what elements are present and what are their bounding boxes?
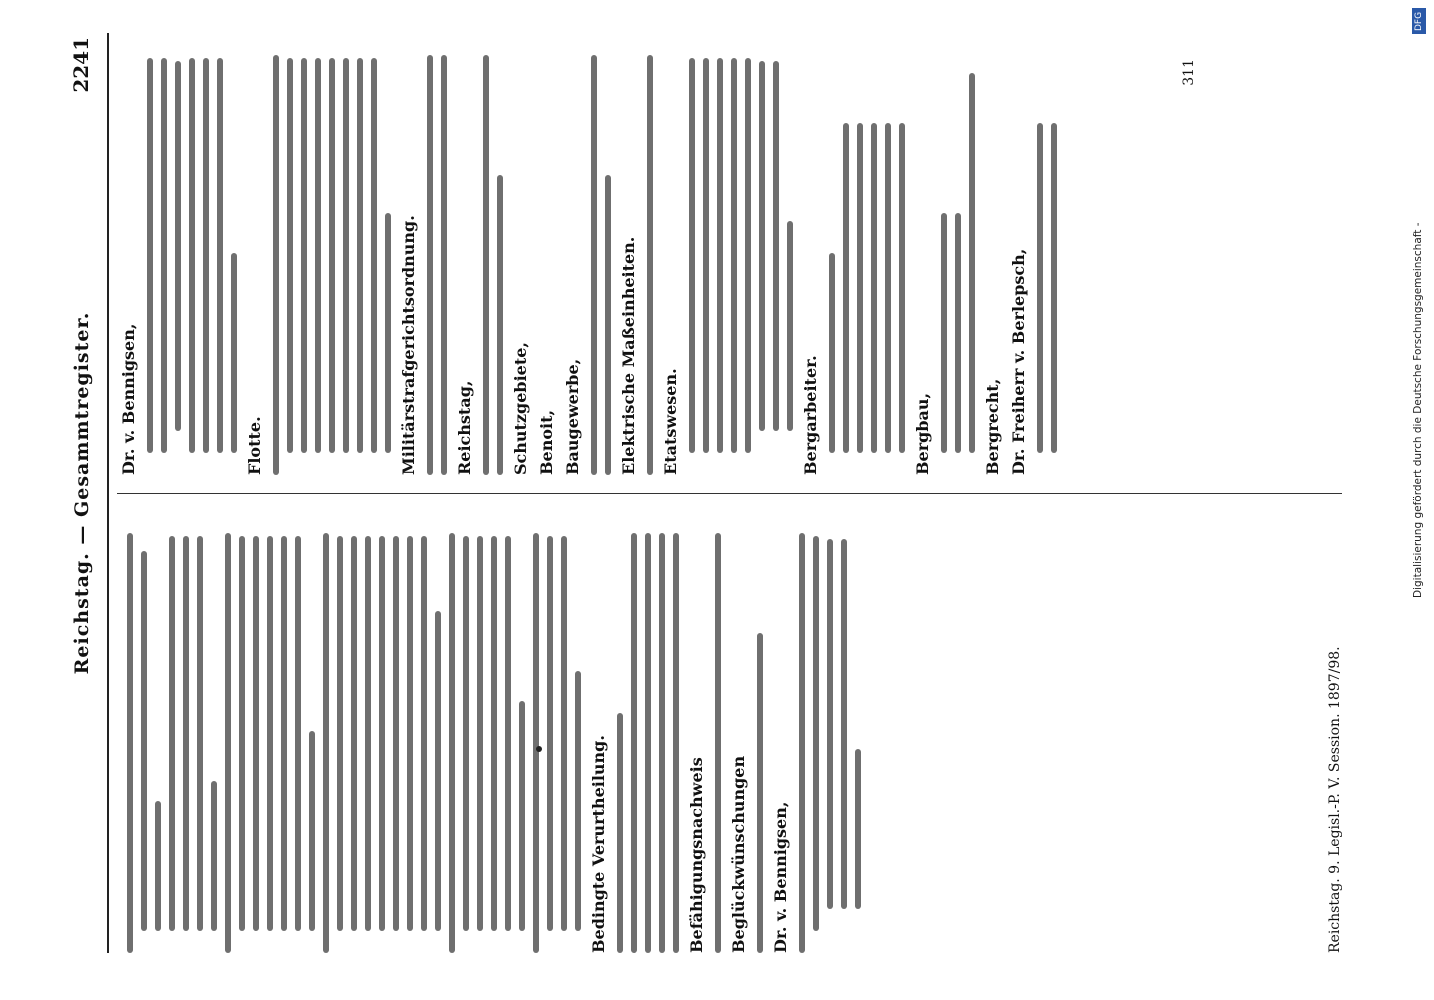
dfg-logo: DFG bbox=[1412, 8, 1426, 34]
register-entry bbox=[455, 35, 503, 475]
text-line bbox=[421, 536, 427, 931]
text-line bbox=[211, 781, 217, 931]
text-line bbox=[829, 253, 835, 453]
text-line bbox=[161, 58, 167, 453]
text-line bbox=[519, 701, 525, 931]
text-line bbox=[799, 533, 805, 953]
text-line bbox=[309, 731, 315, 931]
entry-heading: Bergrecht, bbox=[983, 378, 1002, 475]
entry-heading: Befähigungsnachweis bbox=[687, 757, 706, 953]
text-line bbox=[385, 213, 391, 453]
register-entry bbox=[511, 35, 531, 475]
text-line bbox=[393, 536, 399, 931]
text-line bbox=[239, 536, 245, 931]
entry-heading: Bergbau, bbox=[913, 392, 932, 475]
entry-heading: Beglückwünschungen bbox=[729, 755, 748, 953]
text-line bbox=[885, 123, 891, 453]
text-line bbox=[715, 533, 721, 953]
text-line bbox=[591, 55, 597, 475]
text-line bbox=[841, 539, 847, 909]
text-line bbox=[357, 58, 363, 453]
header-rule bbox=[107, 33, 109, 953]
text-line bbox=[871, 123, 877, 453]
register-entry bbox=[687, 513, 721, 953]
text-line bbox=[673, 533, 679, 953]
register-entry bbox=[983, 35, 1003, 475]
text-line bbox=[343, 58, 349, 453]
text-line bbox=[827, 539, 833, 909]
text-line bbox=[449, 533, 455, 953]
text-line bbox=[773, 61, 779, 431]
text-line bbox=[253, 536, 259, 931]
text-line bbox=[141, 551, 147, 931]
text-line bbox=[497, 175, 503, 475]
left-column bbox=[119, 513, 1349, 953]
text-line bbox=[1037, 123, 1043, 453]
text-line bbox=[855, 749, 861, 909]
entry-heading: Reichstag, bbox=[455, 380, 474, 475]
entry-heading: Dr. Freiherr v. Berlepsch, bbox=[1009, 248, 1028, 475]
text-line bbox=[477, 536, 483, 931]
page-header bbox=[67, 33, 101, 953]
register-entry bbox=[563, 35, 611, 475]
text-line bbox=[813, 536, 819, 931]
text-line bbox=[225, 533, 231, 953]
entry-heading: Benoit, bbox=[537, 409, 556, 475]
text-line bbox=[843, 123, 849, 453]
entry-heading: Etatswesen. bbox=[661, 368, 680, 475]
text-line bbox=[301, 58, 307, 453]
text-line bbox=[745, 58, 751, 453]
entry-heading: Bedingte Verurtheilung. bbox=[589, 735, 608, 953]
entry-heading: Elektrische Maßeinheiten. bbox=[619, 236, 638, 475]
text-line bbox=[647, 55, 653, 475]
text-line bbox=[287, 58, 293, 453]
text-line bbox=[617, 713, 623, 953]
text-line bbox=[941, 213, 947, 453]
text-line bbox=[857, 123, 863, 453]
text-line bbox=[407, 536, 413, 931]
text-line bbox=[365, 536, 371, 931]
register-entry bbox=[537, 35, 557, 475]
text-line bbox=[899, 123, 905, 453]
text-line bbox=[955, 213, 961, 453]
text-line bbox=[605, 175, 611, 475]
text-line bbox=[1051, 123, 1057, 453]
text-line bbox=[351, 536, 357, 931]
entry-heading: Bergarbeiter. bbox=[801, 355, 820, 475]
text-line bbox=[689, 58, 695, 453]
page-footer: Reichstag. 9. Legisl.-P. V. Session. 1897/98. bbox=[1327, 646, 1343, 953]
text-line bbox=[561, 536, 567, 931]
register-entry bbox=[399, 35, 447, 475]
print-dot bbox=[536, 746, 542, 752]
register-entry bbox=[245, 35, 391, 475]
column-number: 311 bbox=[1181, 59, 1197, 86]
running-title: Reichstag. — Gesammtregister. bbox=[71, 311, 93, 675]
register-entry bbox=[801, 35, 905, 475]
right-column bbox=[119, 35, 1349, 475]
text-line bbox=[435, 611, 441, 931]
text-line bbox=[631, 533, 637, 953]
text-line bbox=[189, 58, 195, 453]
text-line bbox=[463, 536, 469, 931]
text-line bbox=[281, 536, 287, 931]
register-entry bbox=[119, 35, 237, 475]
text-line bbox=[231, 253, 237, 453]
text-line bbox=[757, 633, 763, 953]
page-number: 2241 bbox=[69, 37, 93, 93]
register-entry bbox=[589, 513, 679, 953]
text-line bbox=[533, 533, 539, 953]
text-line bbox=[731, 58, 737, 453]
text-line bbox=[703, 58, 709, 453]
text-line bbox=[175, 61, 181, 431]
text-line bbox=[645, 533, 651, 953]
column-separator bbox=[117, 493, 1342, 494]
text-line bbox=[371, 58, 377, 453]
text-line bbox=[547, 536, 553, 931]
text-line bbox=[295, 536, 301, 931]
text-line bbox=[127, 533, 133, 953]
digitization-credit: Digitalisierung gefördert durch die Deutsche Forschungsgemeinschaft - bbox=[1412, 222, 1424, 598]
text-line bbox=[379, 536, 385, 931]
text-line bbox=[787, 221, 793, 431]
rotated-register-page bbox=[67, 33, 1357, 953]
text-line bbox=[315, 58, 321, 453]
text-line bbox=[217, 58, 223, 453]
text-line bbox=[337, 536, 343, 931]
text-line bbox=[441, 55, 447, 475]
text-line bbox=[203, 58, 209, 453]
entry-heading: Schutzgebiete, bbox=[511, 342, 530, 475]
text-line bbox=[273, 55, 279, 475]
text-line bbox=[197, 536, 203, 931]
text-line bbox=[969, 73, 975, 453]
text-line bbox=[323, 533, 329, 953]
text-line bbox=[759, 61, 765, 431]
text-line bbox=[267, 536, 273, 931]
text-line bbox=[491, 536, 497, 931]
text-line bbox=[155, 801, 161, 931]
text-line bbox=[183, 536, 189, 931]
entry-heading: Baugewerbe, bbox=[563, 358, 582, 475]
register-entry bbox=[771, 513, 861, 953]
text-line bbox=[717, 58, 723, 453]
text-line bbox=[169, 536, 175, 931]
text-line bbox=[483, 55, 489, 475]
text-line bbox=[505, 536, 511, 931]
register-entry bbox=[913, 35, 975, 475]
register-entry bbox=[1009, 35, 1057, 475]
entry-heading: Dr. v. Bennigsen, bbox=[771, 801, 790, 953]
text-line bbox=[659, 533, 665, 953]
entry-heading: Dr. v. Bennigsen, bbox=[119, 323, 138, 475]
entry-heading: Militärstrafgerichtsordnung. bbox=[399, 215, 418, 475]
register-entry bbox=[729, 513, 763, 953]
entry-heading: Flotte. bbox=[245, 416, 264, 475]
register-entry bbox=[661, 35, 793, 475]
text-line bbox=[329, 58, 335, 453]
register-entry bbox=[619, 35, 653, 475]
text-line bbox=[427, 55, 433, 475]
text-line bbox=[575, 671, 581, 931]
text-line bbox=[147, 58, 153, 453]
